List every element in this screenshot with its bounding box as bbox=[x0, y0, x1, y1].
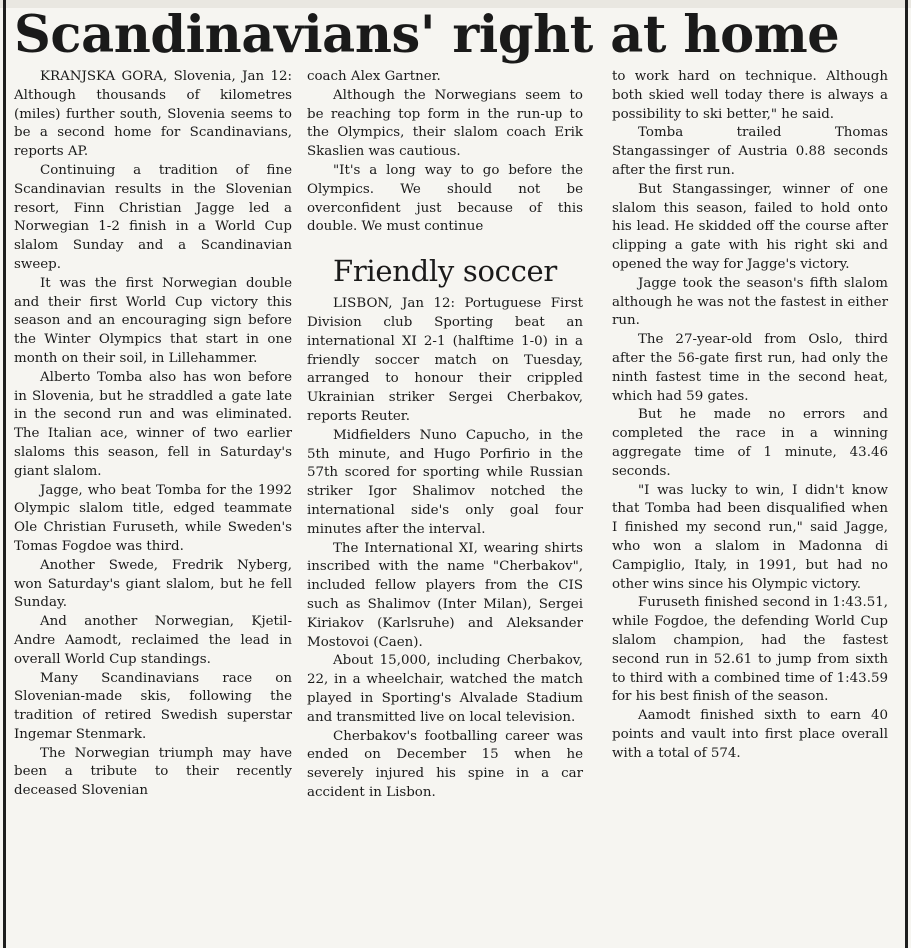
paragraph: The International XI, wearing shirts inscribed with the name "Cherbakov", included fellow players from the CIS such as Shalimov (Inter Milan), Sergei Kiriakov (Karlsruhe) and Aleksander Mostovoi (Caen). bbox=[307, 540, 583, 650]
paragraph: The 27-year-old from Oslo, third after the 56-gate first run, had only the ninth fastest time in the second heat, which had 59 gates. bbox=[612, 332, 888, 404]
paragraph: But Stangassinger, winner of one slalom this season, failed to hold onto his lead. He skidded off the course after clipping a gate with his right ski and opened the way for Jagge's victory. bbox=[612, 181, 888, 272]
paragraph: And another Norwegian, Kjetil-Andre Aamodt, reclaimed the lead in overall World Cup standings. bbox=[14, 614, 292, 667]
paragraph: Furuseth finished second in 1:43.51, while Fogdoe, the defending World Cup slalom champion, had the fastest second run in 52.61 to jump from sixth to third with a combined time of 1:43.59 for his best finish of the season. bbox=[612, 595, 888, 705]
paragraph: Another Swede, Fredrik Nyberg, won Saturday's giant slalom, but he fell Sunday. bbox=[14, 557, 292, 611]
paragraph: "It's a long way to go before the Olympics. We should not be overconfident just because of this double. We must continue bbox=[307, 162, 583, 235]
article-column-1 bbox=[14, 68, 292, 801]
left-column-rule bbox=[3, 0, 6, 948]
paragraph: "I was lucky to win, I didn't know that Tomba had been disqualified when I finished my second run," said Jagge, who won a slalom in Madonna di Campiglio, Italy, in 1991, but had no other wins since his Olympic victory. bbox=[612, 482, 888, 592]
paragraph: But he made no errors and completed the race in a winning aggregate time of 1 minute, 43.46 seconds. bbox=[612, 407, 888, 479]
paragraph: Aamodt finished sixth to earn 40 points and vault into first place overall with a total of 574. bbox=[612, 708, 888, 761]
paragraph: Cherbakov's footballing career was ended on December 15 when he severely injured his spine in a car accident in Lisbon. bbox=[307, 728, 583, 800]
paragraph: Although the Norwegians seem to be reaching top form in the run-up to the Olympics, their slalom coach Erik Skaslien was cautious. bbox=[307, 87, 583, 160]
paragraph: to work hard on technique. Although both skied well today there is always a possibility to ski better," he said. bbox=[612, 69, 888, 122]
paragraph: KRANJSKA GORA, Slovenia, Jan 12: Although thousands of kilometres (miles) further south, Slovenia seems to be a second home for Scandinavians, reports AP. bbox=[14, 69, 292, 160]
paragraph: coach Alex Gartner. bbox=[307, 69, 441, 84]
paragraph: It was the first Norwegian double and their first World Cup victory this season and an encouraging sign before the Winter Olympics that start in one month on their soil, in Lillehammer. bbox=[14, 275, 292, 366]
paragraph: LISBON, Jan 12: Portuguese First Division club Sporting beat an international XI 2-1 (halftime 1-0) in a friendly soccer match on Tuesday, arranged to honour their crippled Ukrainian striker Sergei Cherbakov, reports Reuter. bbox=[307, 296, 583, 424]
paragraph: Alberto Tomba also has won before in Slovenia, but he straddled a gate late in the second run and was eliminated. The Italian ace, winner of two earlier slaloms this season, fell in Saturday's giant slalom. bbox=[14, 369, 292, 479]
paragraph: Tomba trailed Thomas Stangassinger of Austria 0.88 seconds after the first run. bbox=[612, 125, 888, 178]
soccer-headline: Friendly soccer bbox=[333, 254, 557, 289]
paragraph: Many Scandinavians race on Slovenian-made skis, following the tradition of retired Swedish superstar Ingemar Stenmark. bbox=[14, 670, 292, 742]
paragraph: The Norwegian triumph may have been a tribute to their recently deceased Slovenian bbox=[14, 745, 292, 799]
paragraph: Continuing a tradition of fine Scandinavian results in the Slovenian resort, Finn Christian Jagge led a Norwegian 1-2 finish in a World Cup slalom Sunday and a Scandinavian sweep. bbox=[14, 162, 292, 272]
paragraph: Jagge, who beat Tomba for the 1992 Olympic slalom title, edged teammate Ole Christian Furuseth, while Sweden's Tomas Fogdoe was third. bbox=[14, 482, 292, 554]
paragraph: Jagge took the season's fifth slalom although he was not the fastest in either run. bbox=[612, 275, 888, 329]
paragraph: Midfielders Nuno Capucho, in the 5th minute, and Hugo Porfirio in the 57th scored for sporting while Russian striker Igor Shalimov notched the international side's only goal four minutes after the interval. bbox=[307, 427, 583, 537]
right-column-rule bbox=[905, 0, 908, 948]
article-column-2 bbox=[307, 68, 583, 803]
paragraph: About 15,000, including Cherbakov, 22, in a wheelchair, watched the match played in Sporting's Alvalade Stadium and transmitted live on local television. bbox=[307, 653, 583, 725]
headline: Scandinavians' right at home bbox=[14, 5, 840, 65]
article-column-3 bbox=[612, 68, 888, 763]
